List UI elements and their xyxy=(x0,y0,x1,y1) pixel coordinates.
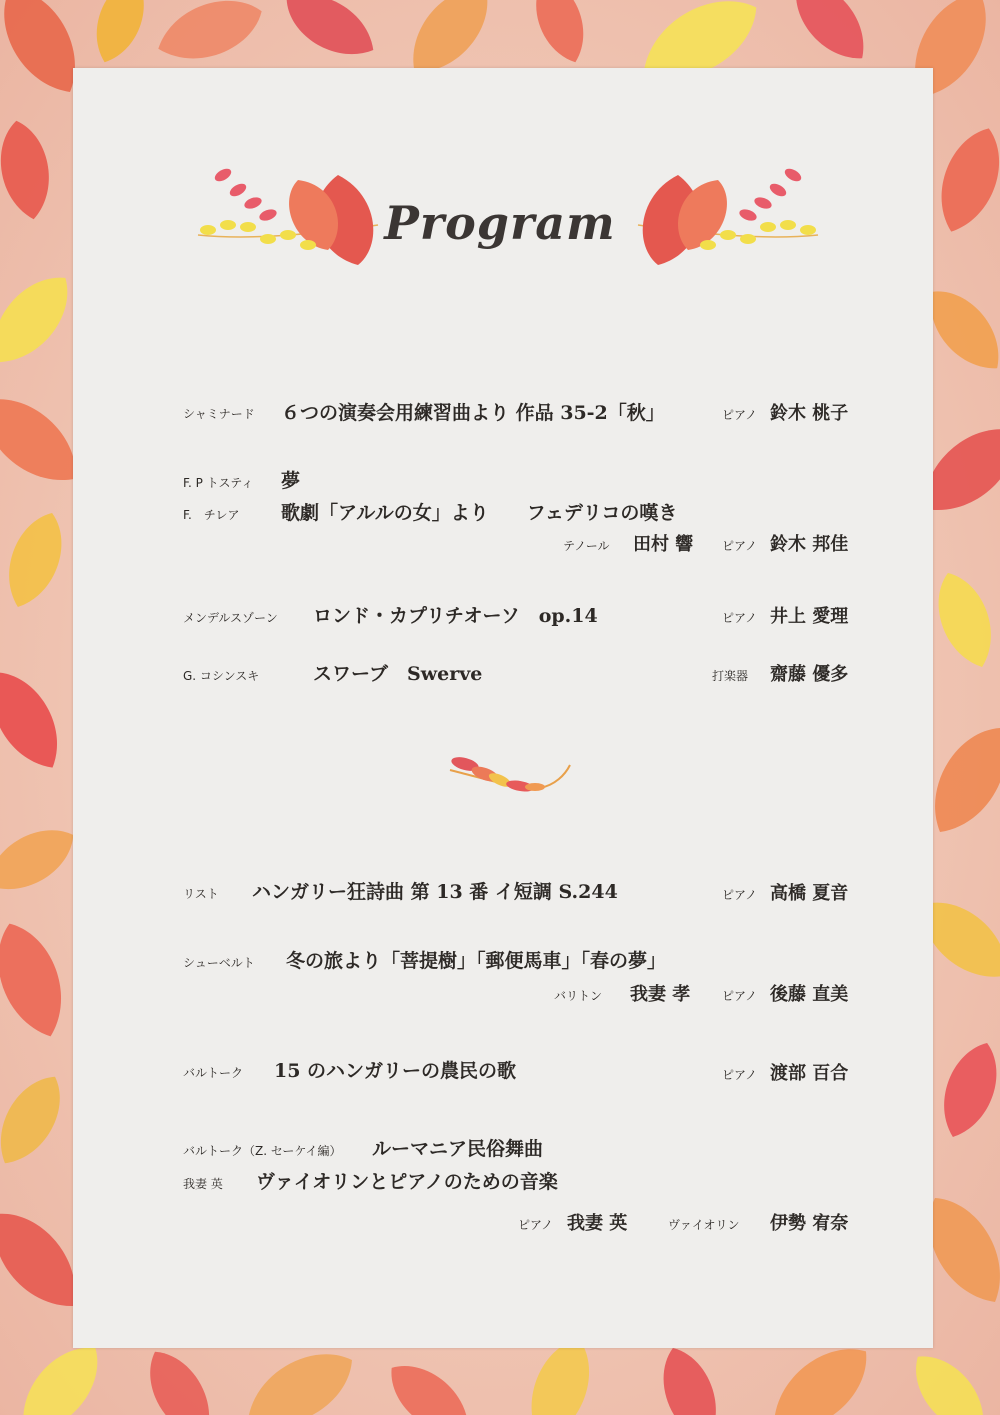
performer-name: 高橋 夏音 xyxy=(770,883,849,904)
composer: G. コシンスキ xyxy=(183,669,260,683)
composer: F. チレア xyxy=(183,508,240,522)
performer-role: ピアノ xyxy=(722,611,758,625)
work-title: スワーブ Swerve xyxy=(313,663,483,685)
page-title: Program xyxy=(384,196,616,250)
performer-name: 後藤 直美 xyxy=(770,984,849,1005)
performer-role: ピアノ xyxy=(722,1068,758,1082)
performer-role: 打楽器 xyxy=(712,669,749,683)
composer: バルトーク xyxy=(183,1066,244,1080)
performer-name: 渡部 百合 xyxy=(770,1063,849,1084)
performer-name: 我妻 英 xyxy=(567,1213,628,1234)
work-title: ロンド・カプリチオーソ op.14 xyxy=(313,605,598,627)
performer-role: ピアノ xyxy=(722,989,758,1003)
work-title: ヴァイオリンとピアノのための音楽 xyxy=(256,1171,558,1193)
composer: F. P トスティ xyxy=(183,476,254,490)
performer-role: テノール xyxy=(563,539,610,553)
work-title: ハンガリー狂詩曲 第 13 番 イ短調 S.244 xyxy=(252,881,618,903)
composer: 我妻 英 xyxy=(183,1177,223,1191)
performer-role: バリトン xyxy=(554,989,603,1003)
leaf-divider-ornament xyxy=(440,750,575,800)
performer-role: ピアノ xyxy=(722,888,758,902)
composer: バルトーク（Z. セーケイ編） xyxy=(183,1144,342,1158)
composer: シャミナード xyxy=(183,407,255,421)
performer-name: 齋藤 優多 xyxy=(770,664,849,685)
work-title: 歌劇「アルルの女」より フェデリコの嘆き xyxy=(281,502,678,524)
work-title: ６つの演奏会用練習曲より 作品 35-2「秋」 xyxy=(281,402,665,424)
performer-name: 我妻 孝 xyxy=(630,984,691,1005)
performer-role: ピアノ xyxy=(722,539,758,553)
work-title: 夢 xyxy=(281,470,301,492)
work-title: 15 のハンガリーの農民の歌 xyxy=(274,1060,517,1082)
performer-name: 鈴木 邦佳 xyxy=(770,534,849,555)
performer-role: ピアノ xyxy=(518,1218,554,1232)
composer: リスト xyxy=(183,887,219,901)
performer-name: 田村 響 xyxy=(633,534,694,555)
composer: メンデルスゾーン xyxy=(183,611,278,625)
performer-role: ピアノ xyxy=(722,408,758,422)
work-title: ルーマニア民俗舞曲 xyxy=(372,1138,544,1160)
performer-name: 鈴木 桃子 xyxy=(770,403,849,424)
performer-role: ヴァイオリン xyxy=(668,1218,740,1232)
work-title: 冬の旅より「菩提樹」「郵便馬車」「春の夢」 xyxy=(286,950,667,972)
composer: シューベルト xyxy=(183,956,255,970)
performer-name: 井上 愛理 xyxy=(770,606,849,627)
performer-name: 伊勢 宥奈 xyxy=(770,1213,849,1234)
